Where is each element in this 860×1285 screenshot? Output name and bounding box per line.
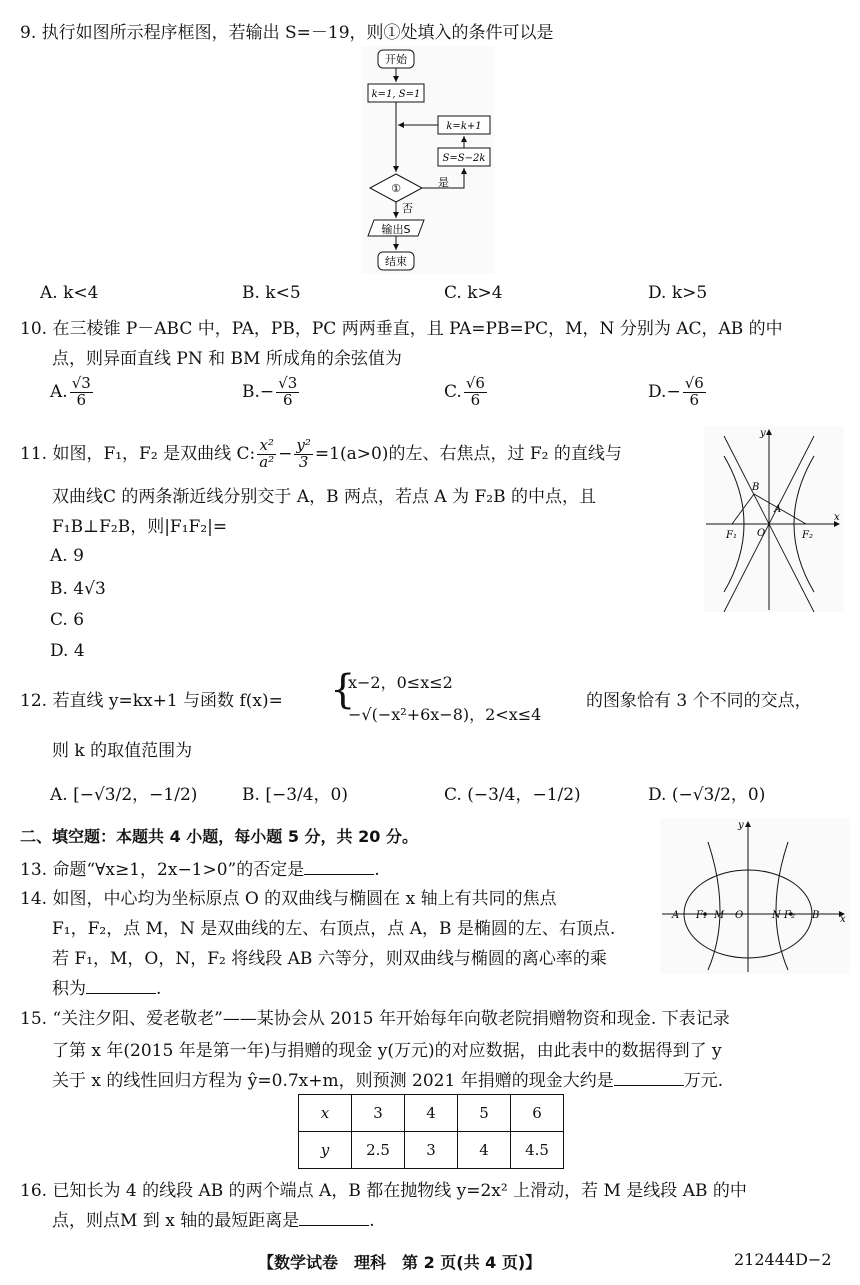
- label-F1: F₁: [696, 910, 707, 921]
- table-cell: x: [299, 1095, 352, 1132]
- axis-y-label: y: [760, 428, 766, 439]
- q11-line1: 11. 如图，F₁，F₂ 是双曲线 C: $\frac{\text{x²}}{\text{a²}}$ − $\frac{\text{y²}}{3}$ =1(a>0)的左、右焦点，过 F₂ 的直线与: [20, 436, 622, 471]
- table-cell: 4: [405, 1095, 458, 1132]
- flow-no: 否: [402, 202, 413, 215]
- q12-case1: x−2，0≤x≤2: [348, 673, 453, 692]
- table-row: [299, 1095, 564, 1132]
- q11-option-c: C. 6: [50, 610, 85, 630]
- q15-line1: 15. “关注夕阳、爱老敬老”——某协会从 2015 年开始每年向敬老院捐赠物资和现金. 下表记录: [20, 1009, 730, 1029]
- q12-pre: 12. 若直线 y=kx+1 与函数 f(x)=: [20, 691, 283, 711]
- q10-option-c: C. $\frac{√6}{6}$: [444, 374, 485, 409]
- table-cell: 4: [458, 1132, 511, 1169]
- q14-line3: 若 F₁，M，O，N，F₂ 将线段 AB 六等分，则双曲线与椭圆的离心率的乘: [52, 949, 607, 969]
- table-cell: y: [299, 1132, 352, 1169]
- q15-data-table: [298, 1094, 564, 1169]
- q15-line2: 了第 x 年(2015 年是第一年)与捐赠的现金 y(万元)的对应数据，由此表中的数据得到了 y: [52, 1041, 722, 1061]
- label-O: O: [735, 910, 744, 921]
- q10-line1: 10. 在三棱锥 P－ABC 中，PA，PB，PC 两两垂直，且 PA=PB=PC，M，N 分别为 AC，AB 的中: [20, 319, 783, 339]
- q12-brace: {: [330, 667, 356, 713]
- table-cell: 3: [405, 1132, 458, 1169]
- q11-option-a: A. 9: [50, 546, 84, 566]
- label-A: A: [672, 910, 680, 921]
- q12-case2: −√(−x²+6x−8)，2<x≤4: [348, 705, 542, 724]
- label-O: O: [757, 528, 766, 539]
- q12-option-d: D. (−√3/2，0): [648, 785, 766, 805]
- q14-line1: 14. 如图，中心均为坐标原点 O 的双曲线与椭圆在 x 轴上有共同的焦点: [20, 889, 557, 909]
- q9-option-b: B. k<5: [242, 283, 301, 303]
- page-footer: 【数学试卷 理科 第 2 页(共 4 页)】: [258, 1253, 542, 1272]
- flow-output: 输出S: [381, 223, 411, 236]
- q15-line3: 关于 x 的线性回归方程为 ŷ=0.7x+m，则预测 2021 年捐赠的现金大约是 万元.: [52, 1071, 724, 1091]
- axis-x-label: x: [840, 914, 846, 925]
- flow-init: k=1, S=1: [371, 89, 421, 100]
- label-M: M: [714, 910, 725, 921]
- q9-option-c: C. k>4: [444, 283, 503, 303]
- q9-option-a: A. k<4: [40, 283, 99, 303]
- q9-flowchart: [362, 46, 494, 274]
- flow-cond: ①: [391, 182, 401, 195]
- table-cell: 4.5: [511, 1132, 564, 1169]
- q13: 13. 命题“∀x≥1，2x−1>0”的否定是 .: [20, 860, 380, 880]
- q12-line2: 则 k 的取值范围为: [52, 741, 193, 761]
- section-2-heading: 二、填空题：本题共 4 小题，每小题 5 分，共 20 分。: [20, 827, 418, 846]
- q11-hyperbola-figure: [704, 426, 844, 612]
- q16-line2: 点，则点M 到 x 轴的最短距离是 .: [52, 1211, 375, 1231]
- q11-line3: F₁B⊥F₂B，则|F₁F₂|=: [52, 517, 228, 537]
- label-N: N: [772, 910, 781, 921]
- flow-yes: 是: [438, 176, 449, 189]
- flow-update-k: k=k+1: [446, 121, 482, 132]
- q10-line2: 点，则异面直线 PN 和 BM 所成角的余弦值为: [52, 349, 402, 369]
- flow-start: 开始: [385, 53, 407, 66]
- q14-line2: F₁，F₂，点 M，N 是双曲线的左、右顶点，点 A，B 是椭圆的左、右顶点.: [52, 919, 616, 939]
- q12-option-c: C. (−3/4，−1/2): [444, 785, 581, 805]
- table-cell: 5: [458, 1095, 511, 1132]
- label-B: B: [752, 482, 760, 493]
- axis-y-label: y: [738, 820, 744, 831]
- q9-option-d: D. k>5: [648, 283, 708, 303]
- q12-post: 的图象恰有 3 个不同的交点，: [586, 691, 812, 711]
- axis-x-label: x: [834, 512, 840, 523]
- label-F1: F₁: [726, 530, 737, 541]
- label-F2: F₂: [784, 910, 795, 921]
- table-row: [299, 1132, 564, 1169]
- flow-end: 结束: [385, 255, 407, 268]
- table-cell: 3: [352, 1095, 405, 1132]
- q10-option-b: B.− $\frac{√3}{6}$: [242, 374, 298, 409]
- paper-code: 212444D−2: [734, 1250, 832, 1269]
- q9-stem: 9. 执行如图所示程序框图，若输出 S=－19，则①处填入的条件可以是: [20, 23, 554, 43]
- q16-line1: 16. 已知长为 4 的线段 AB 的两个端点 A，B 都在抛物线 y=2x² 上滑动，若 M 是线段 AB 的中: [20, 1181, 747, 1201]
- q11-option-d: D. 4: [50, 641, 85, 661]
- table-cell: 6: [511, 1095, 564, 1132]
- q12-option-b: B. [−3/4，0): [242, 785, 348, 805]
- q14-line4: 积为 .: [52, 979, 162, 999]
- label-B: B: [812, 910, 820, 921]
- table-cell: 2.5: [352, 1132, 405, 1169]
- label-F2: F₂: [802, 530, 813, 541]
- q10-option-d: D.− $\frac{√6}{6}$: [648, 374, 704, 409]
- flow-update-s: S=S−2k: [442, 153, 486, 164]
- q14-ellipse-figure: [660, 818, 850, 974]
- q11-option-b: B. 4√3: [50, 579, 106, 599]
- q12-option-a: A. [−√3/2，−1/2): [50, 785, 198, 805]
- q11-line2: 双曲线C 的两条渐近线分别交于 A，B 两点，若点 A 为 F₂B 的中点，且: [52, 487, 596, 507]
- label-A: A: [774, 504, 782, 515]
- q10-option-a: A. $\frac{√3}{6}$: [50, 374, 91, 409]
